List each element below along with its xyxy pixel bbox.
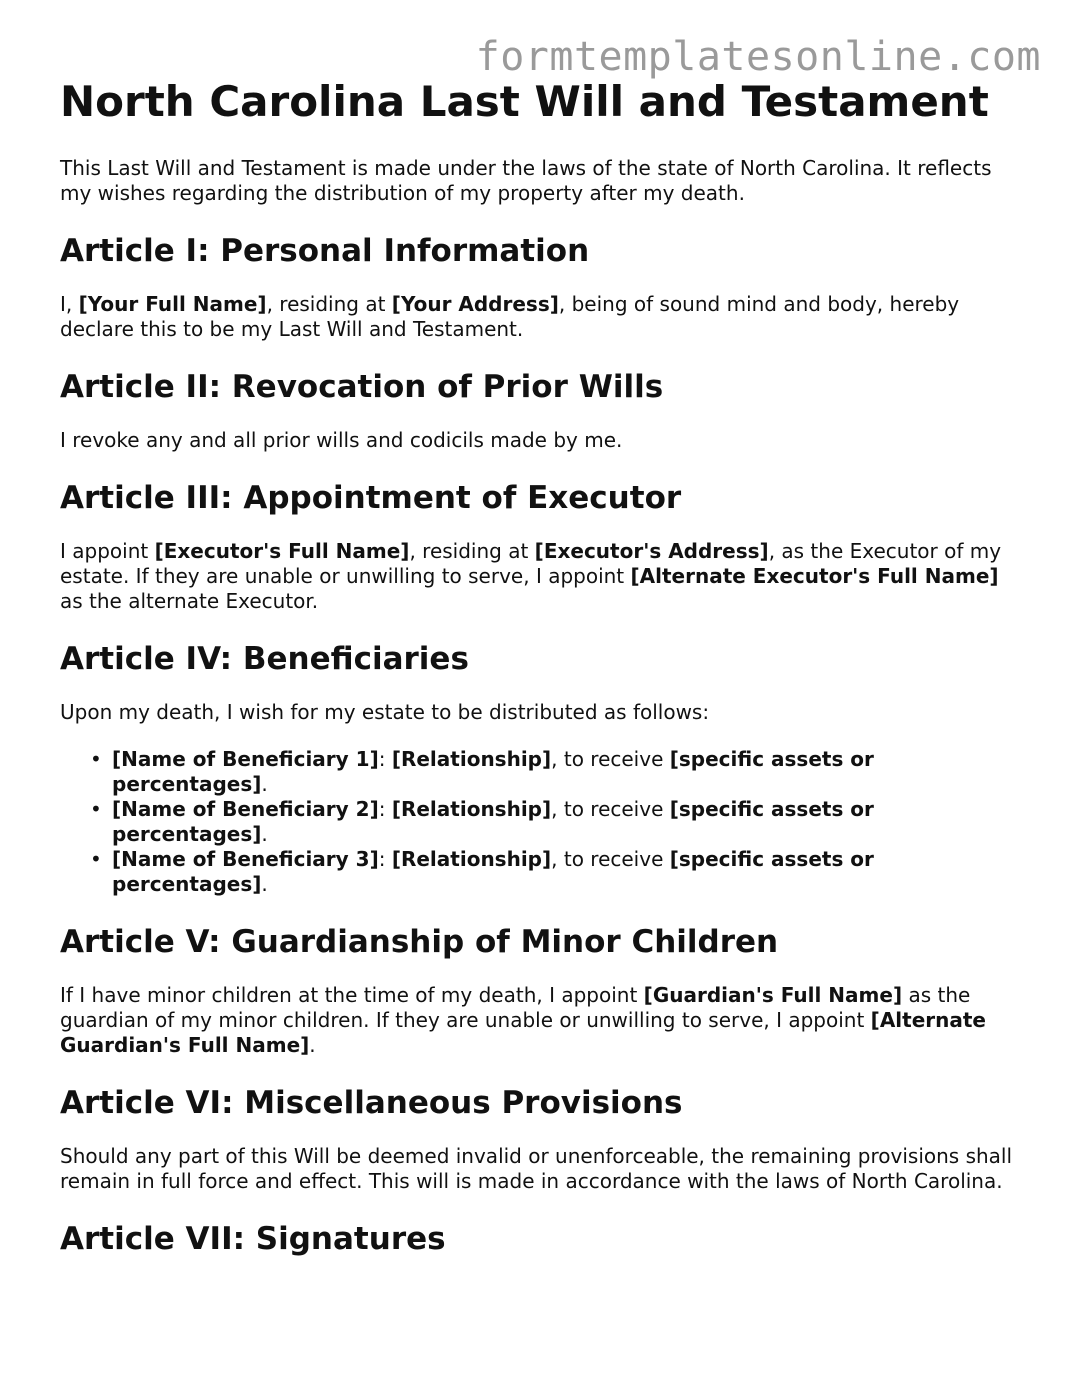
bullet-icon: • <box>90 797 102 821</box>
beneficiary-list <box>60 747 1020 897</box>
article-3-heading: Article III: Appointment of Executor <box>60 480 682 516</box>
article-2-text: I revoke any and all prior wills and codicils made by me. <box>60 428 623 452</box>
article-5-heading: Article V: Guardianship of Minor Children <box>60 924 779 960</box>
article-3-text: I appoint [Executor's Full Name], residing at [Executor's Address], as the Executor of my estate. If they are unable or unwilling to serve, I appoint [Alternate Executor's Full Name] as the alternate Executor. <box>60 539 1002 613</box>
alternate-guardian-placeholder: [Alternate Guardian's Full Name] <box>60 1008 986 1057</box>
executor-address-placeholder: [Executor's Address] <box>534 539 769 563</box>
article-6-heading: Article VI: Miscellaneous Provisions <box>60 1085 683 1121</box>
list-item: • [Name of Beneficiary 1]: [Relationship], to receive [specific assets or percentages]. <box>90 747 874 796</box>
article-4-intro: Upon my death, I wish for my estate to be distributed as follows: <box>60 700 710 724</box>
executor-name-placeholder: [Executor's Full Name] <box>154 539 410 563</box>
document-title: North Carolina Last Will and Testament <box>60 77 989 126</box>
your-name-placeholder: [Your Full Name] <box>78 292 267 316</box>
article-7-heading: Article VII: Signatures <box>60 1221 446 1257</box>
bullet-icon: • <box>90 847 102 871</box>
list-item: • [Name of Beneficiary 2]: [Relationship], to receive [specific assets or percentages]. <box>90 797 874 846</box>
intro-paragraph: This Last Will and Testament is made under the laws of the state of North Carolina. It reflects my wishes regarding the distribution of my property after my death. <box>60 156 992 205</box>
article-1-text: I, [Your Full Name], residing at [Your Address], being of sound mind and body, hereby declare this to be my Last Will and Testament. <box>60 292 960 341</box>
article-2-heading: Article II: Revocation of Prior Wills <box>60 369 664 405</box>
alternate-executor-placeholder: [Alternate Executor's Full Name] <box>630 564 999 588</box>
your-address-placeholder: [Your Address] <box>391 292 559 316</box>
watermark: formtemplatesonline.com <box>475 34 1041 80</box>
list-item: • [Name of Beneficiary 3]: [Relationship], to receive [specific assets or percentages]. <box>90 847 874 896</box>
document-page <box>60 76 1020 1280</box>
article-6-text: Should any part of this Will be deemed invalid or unenforceable, the remaining provisions shall remain in full force and effect. This will is made in accordance with the laws of North Carolina. <box>60 1144 1013 1193</box>
article-4-heading: Article IV: Beneficiaries <box>60 641 469 677</box>
article-1-heading: Article I: Personal Information <box>60 233 590 269</box>
bullet-icon: • <box>90 747 102 771</box>
article-5-text: If I have minor children at the time of my death, I appoint [Guardian's Full Name] as the guardian of my minor children. If they are unable or unwilling to serve, I appoint [Alternate Guardian's Full Name]. <box>60 983 986 1057</box>
guardian-name-placeholder: [Guardian's Full Name] <box>643 983 903 1007</box>
